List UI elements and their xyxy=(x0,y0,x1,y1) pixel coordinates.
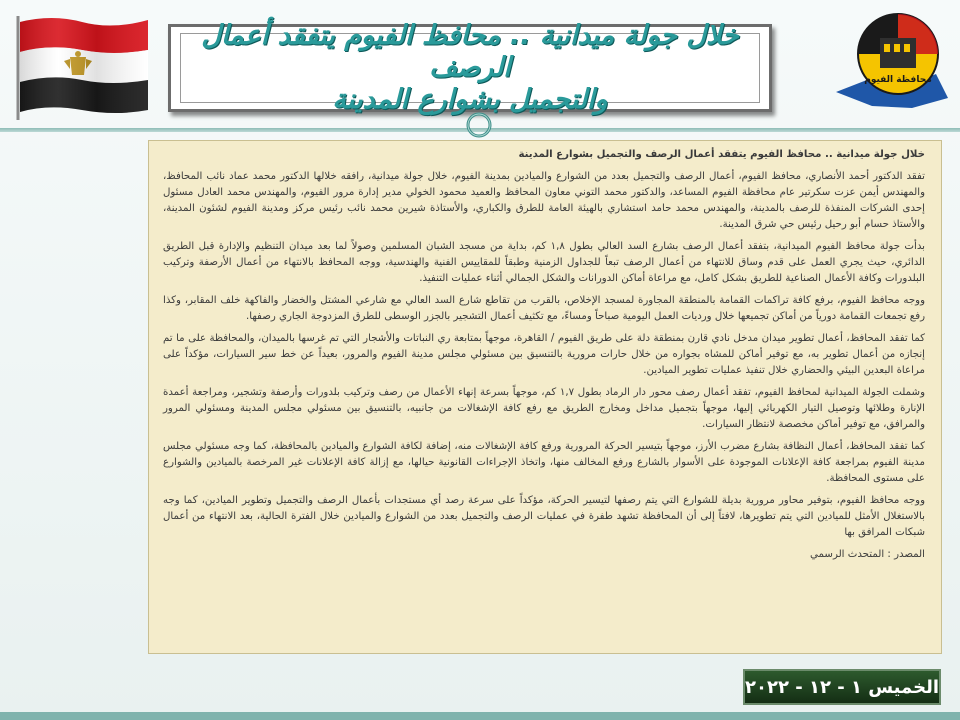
title-line-1: خلال جولة ميدانية .. محافظ الفيوم يتفقد أعمال الرصف xyxy=(201,20,739,83)
article-paragraph: تفقد الدكتور أحمد الأنصاري، محافظ الفيوم، أعمال الرصف والتجميل بعدد من الشوارع والميادين بمدينة الفيوم، خلال جولة ميدانية، رافقه خلالها الدكتور محمد عماد نائب المحافظ، والمهندس أيمن عزت سكرتير عام محافظة الفيوم المساعد، والدكتور محمد التوني معاون المحافظ والعميد محمود الخولي مدير إدارة مرور الفيوم، والمهندس محمد العادل مسئول إحدى الشركات المنفذة للرصف بالمدينة، والمهندس محمد حامد استشاري بالهيئة العامة للطرق والكباري، والأستاذة شيرين محمد نائب رئيس مركز ومدينة الفيوم لشئون المدينة، والأستاذ حسام أبو رحيل رئيس حي شرق المدينة. xyxy=(163,171,925,230)
footer-divider xyxy=(0,712,960,720)
title-inner-frame xyxy=(180,20,760,115)
article-paragraph: ووجه محافظ الفيوم، برفع كافة تراكمات القمامة بالمنطقة المجاورة لمسجد الإخلاص، بالقرب من تقاطع شارع السد العالي مع شارعي المشتل والخضار والفاكهة خلف المقابر، وكذا رفع تجمعات القمامة دورياً من أماكن تجميعها خلال ورديات العمل اليومية صباحاً ومساءً، مع تكثيف أعمال التشجير بالجزر الوسطى للطرق المزدوجة الجاري رصفها. xyxy=(163,295,925,322)
title-banner xyxy=(168,20,772,115)
date-badge xyxy=(743,669,941,705)
article-paragraph: كما تفقد المحافظ، أعمال النظافة بشارع مضرب الأرز، موجهاً بتيسير الحركة المرورية ورفع كافة الإشغالات منه، إضافة لكافة الشوارع والميادين بالمحافظة، كما وجه مسئولي مجلس مدينة الفيوم بمراجعة كافة الإعلانات الموجودة على الأسوار بالشارع ورفع المخالف منها، واتخاذ الإجراءات القانونية حيالها، مع إزالة كافة الإعلانات غير المرخصة بالميادين والشوارع على مستوى المحافظة. xyxy=(163,441,925,484)
date-text: الخميس ١ - ١٢ - ٢٠٢٢ xyxy=(745,676,939,698)
title-line-2: والتجميل بشوارع المدينة xyxy=(332,84,608,115)
article-headline: خلال جولة ميدانية .. محافظ الفيوم يتفقد أعمال الرصف والتجميل بشوارع المدينة xyxy=(518,149,925,160)
article-paragraph: كما تفقد المحافظ، أعمال تطوير ميدان مدخل نادي قارن بمنطقة دلة على طريق الفيوم / القاهرة، موجهاً بمتابعة ري النباتات والأشجار التي تم غرسها بالميدان، والمحافظة على ما تم إنجازه من أعمال تطوير به، مع توفير أماكن للمشاه بجواره من خلال حارات مرورية بالتنسيق بين مسئولي مجلس مدينة الفيوم والمرور، بعيداً عن خط سير السيارات، مؤكداً على مراعاة البعدين البيئي والحضاري خلال تنفيذ عمليات تطوير الميادين. xyxy=(163,333,925,376)
article-source: المصدر : المتحدث الرسمي xyxy=(810,549,925,560)
ring-ornament-icon xyxy=(458,111,500,141)
page-title xyxy=(181,20,759,116)
article-body xyxy=(148,140,942,654)
article-paragraph: وشملت الجولة الميدانية لمحافظ الفيوم، تفقد أعمال رصف محور دار الرماد بطول ١,٧ كم، موجهاً بسرعة إنهاء الأعمال من رصف وتركيب بلدورات وأرصفة وتشجير، ومراجعة أعمدة الإنارة وطلائها وتوصيل التيار الكهربائي إليها، موجهاً بتجميل مداخل ومخارج الطريق مع رفع كافة الإشغالات من جانبيه، بالتنسيق بين مسئولي مجلس المدينة ومسئولي المرور والمرافق، مع توفير أماكن مخصصة لانتظار السيارات. xyxy=(163,387,926,430)
fayoum-governorate-logo-icon xyxy=(832,8,950,120)
article-paragraph: ووجه محافظ الفيوم، بتوفير محاور مرورية بديلة للشوارع التي يتم رصفها لتيسير الحركة، مؤكداً على سرعة رصد أي مستجدات بأعمال الرصف والتجميل وتطوير الميادين، كما وجه بالاستغلال الأمثل للميادين التي يتم تطويرها، لافتاً إلى أن المحافظة تشهد طفرة في عمليات الرصف والتجميل بعدد من الشوارع والميادين خلال الفترة الحالية، بعد الانتهاء من أعمال شبكات المرافق بها xyxy=(163,495,925,538)
egypt-flag-icon xyxy=(12,12,152,120)
logo-text: محافظة الفيوم xyxy=(864,75,932,85)
article-paragraph: بدأت جولة محافظ الفيوم الميدانية، بتفقد أعمال الرصف بشارع السد العالي بطول ١,٨ كم، بداية من مسجد الشبان المسلمين وصولاً لما بعد ميدان التنظيم والإدارة قبل الطريق الدائري، حيث يجري العمل على قدم وساق للانتهاء من أعمال الرصف تبعاً للجداول الزمنية وطبقاً للمقاييس الفنية والهندسية، ووجه المحافظ بالانتهاء من أعمال الأرصفة وتركيب البلدورات وكافة الأعمال الصناعية للطريق بشكل كامل، مع مراعاة أماكن الدورانات والشكل الجمالي أثناء عمليات التنفيذ. xyxy=(163,241,926,284)
